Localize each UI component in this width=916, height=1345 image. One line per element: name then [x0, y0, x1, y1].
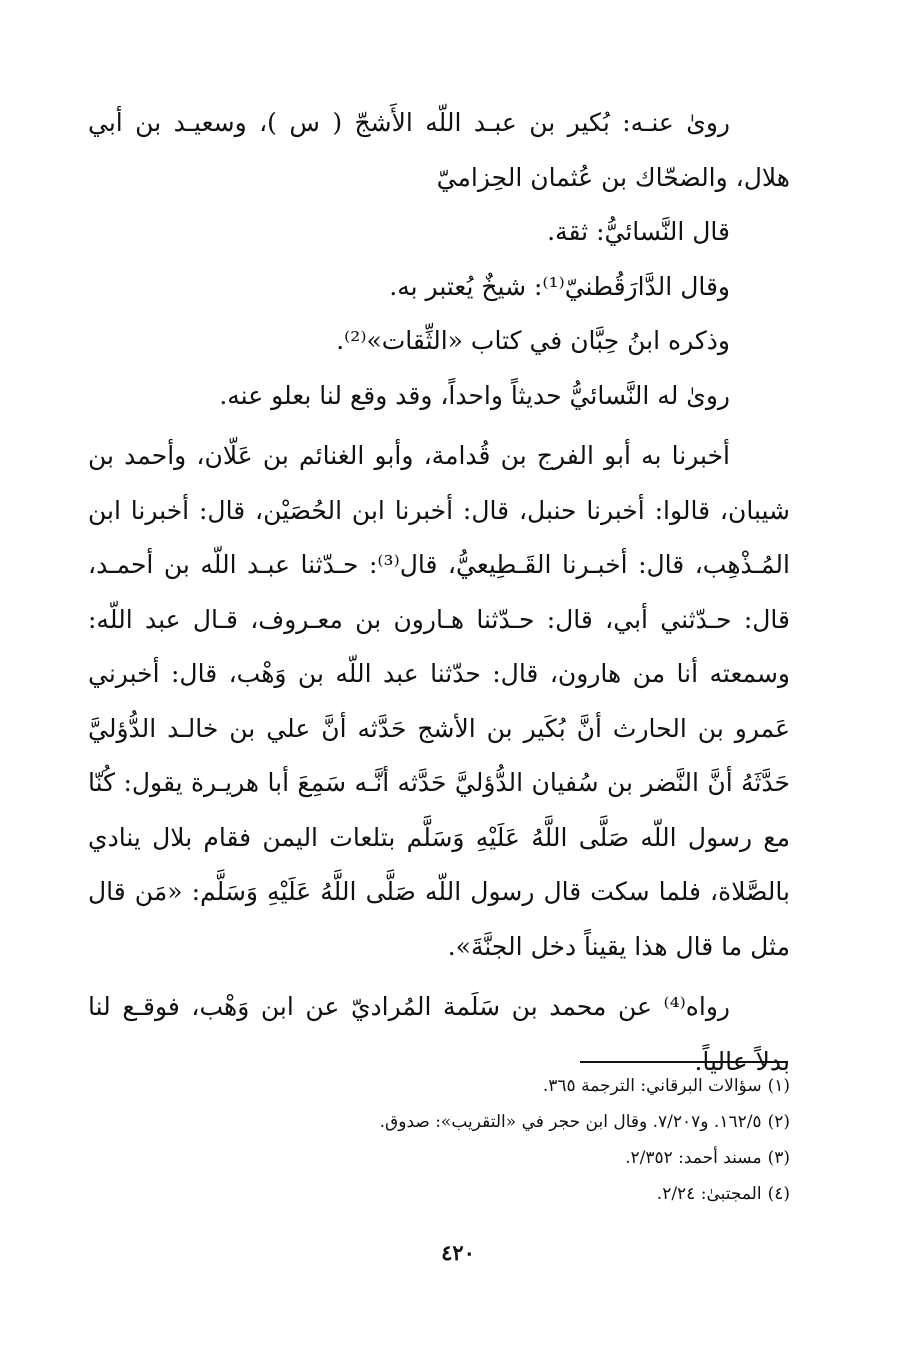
paragraph-nasai-opinion: قال النَّسائيُّ: ثقة.: [547, 217, 730, 246]
paragraph-ibn-hibban: وذكره ابنُ حِبَّان في كتاب «الثِّقات»⁽²⁾.: [336, 326, 730, 355]
footnote: [150, 1068, 790, 1104]
footnote-mark: (٤): [767, 1184, 790, 1204]
footnote-mark: (٢): [767, 1112, 790, 1132]
footnotes: [150, 1068, 790, 1212]
footnote-divider: [580, 1061, 788, 1063]
paragraph-riwaya: رواه⁽⁴⁾ عن محمد بن سَلَمة المُراديّ عن ابن وَهْب، فوقـع لنا بدلاً عالياً.: [88, 992, 790, 1076]
footnote-text: المجتبىٰ: ٢/٢٤.: [656, 1184, 762, 1204]
paragraph-nasai-hadith: رویٰ له النَّسائيُّ حديثاً واحداً، وقد وقع لنا بعلو عنه.: [219, 380, 730, 410]
paragraph-narrators: رویٰ عنـه: بُكير بن عبـد اللّه الأَشجّ ( س )، وسعيـد بن أبي هلال، والضحّاك بن عُثمان الحِزاميّ: [88, 108, 790, 192]
footnote-text: مسند أحمد: ٢/٣٥٢.: [625, 1148, 762, 1168]
footnote: [150, 1104, 790, 1140]
footnote-text: سؤالات البرقاني: الترجمة ٣٦٥.: [542, 1076, 762, 1096]
footnote: [150, 1176, 790, 1212]
footnote-mark: (١): [767, 1076, 790, 1096]
paragraph-daraqutni-opinion: وقال الدَّارَقُطنيّ⁽¹⁾: شيخٌ يُعتبر به.: [389, 271, 730, 301]
paragraph-hadith-chain: أخبرنا به أبو الفرج بن قُدامة، وأبو الغنائم بن عَلّان، وأحمد بن شيبان، قالوا: أخبرنا حنبل، قال: أخبرنا ابن الحُصَيْن، قال: أخبرنا ابن المُـذْهِب، قال: أخبـرنا القَـطِيعيُّ، قال⁽³⁾: حـدّثنا عبـد اللّه بن أحمـد، قال: حـدّثني أبي، قال: حـدّثنا هـارون بن معـروف، قـال عبد اللّه: وسمعته أنا من هارون، قال: حدّثنا عبد اللّه بن وَهْب، قال: أخبرني عَمرو بن الحارث أنَّ بُكَير بن الأشج حَدَّثه أنَّ علي بن خالـد الدُّؤليَّ حَدَّثَهُ أنَّ النَّضر بن سُفيان الدُّؤليَّ حَدَّثه أنَّـه سَمِعَ أبا هريـرة يقول: كُنّا مع رسول اللّه صَلَّى اللَّهُ عَلَيْهِ وَسَلَّم بتلعات اليمن فقام بلال ينادي بالصَّلاة، فلما سكت قال رسول اللّه صَلَّى اللَّهُ عَلَيْهِ وَسَلَّم: «مَن قال مثل ما قال هذا يقيناً دخل الجنَّةَ».: [88, 441, 790, 961]
footnote-mark: (٣): [767, 1148, 790, 1168]
footnote: [150, 1140, 790, 1176]
footnote-text: ١٦٢/٥. و٧/٢٠٧. وقال ابن حجر في «التقريب»: صدوق.: [379, 1112, 762, 1132]
page-number: ٤٢٠: [441, 1240, 475, 1265]
main-text: [88, 96, 790, 1089]
